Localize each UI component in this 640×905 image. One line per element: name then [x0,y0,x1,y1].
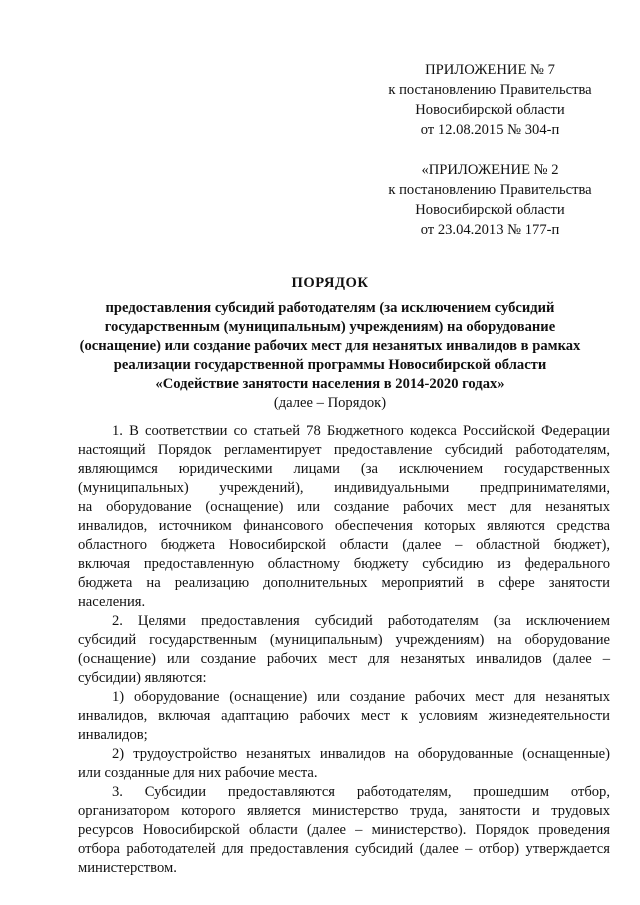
text-line: организатором которого является министерство труда, занятости и трудовых [78,803,610,819]
appendix-line: Новосибирской области [415,202,565,218]
text-line: 2) трудоустройство незанятых инвалидов на оборудованные (оснащенные) [112,746,610,762]
appendix-2-header [385,160,595,240]
paragraph-2-item-1 [78,688,610,745]
text-line: бюджета на реализацию дополнительных мероприятий в сфере занятости [78,575,610,591]
text-line: 1. В соответствии со статьей 78 Бюджетного кодекса Российской Федерации [112,423,610,439]
document-subtitle-line: (оснащение) или создание рабочих мест для незанятых инвалидов в рамках [79,338,581,354]
text-line: или созданные для них рабочие места. [78,765,318,781]
document-subtitle-line: «Содействие занятости населения в 2014-2020 годах» [155,376,505,392]
text-line: настоящий Порядок регламентирует предоставление субсидий работодателям, [78,442,610,458]
text-line: ресурсов Новосибирской области (далее – министерство). Порядок проведения [78,822,610,838]
text-line: 3. Субсидии предоставляются работодателям, прошедшим отбор, [112,784,610,800]
appendix-title: ПРИЛОЖЕНИЕ № 7 [425,62,555,78]
text-line: являющимся юридическими лицами (за исключением государственных [78,461,610,477]
document-body [78,422,610,878]
text-line: инвалидов; [78,727,148,743]
text-line: отбора работодателей для предоставления субсидий (далее – отбор) утверждается [78,841,610,857]
appendix-line: к постановлению Правительства [388,82,592,98]
text-line: включая предоставленную областному бюджету субсидию из федерального [78,556,610,572]
text-line: областного бюджета Новосибирской области (далее – областной бюджет), [78,537,610,553]
appendix-line: Новосибирской области [415,102,565,118]
appendix-line: к постановлению Правительства [388,182,592,198]
text-line: субсидий государственным (муниципальным) учреждениям) на оборудование [78,632,610,648]
document-subtitle-line: реализации государственной программы Новосибирской области [113,357,547,373]
appendix-title: «ПРИЛОЖЕНИЕ № 2 [421,162,559,178]
text-line: (муниципальных) учреждений), индивидуальными предпринимателями, [78,480,610,496]
text-line: 2. Целями предоставления субсидий работодателям (за исключением [112,613,610,629]
document-title-block [70,274,590,413]
appendix-date: от 23.04.2013 № 177-п [420,222,560,238]
document-subtitle-line: государственным (муниципальным) учреждениям) на оборудование [104,319,556,335]
text-line: министерством. [78,860,177,876]
text-line: 1) оборудование (оснащение) или создание рабочих мест для незанятых [112,689,610,705]
paragraph-1 [78,422,610,612]
paragraph-3 [78,783,610,878]
text-line: инвалидов, включая адаптацию рабочих мест к условиям жизнедеятельности [78,708,610,724]
paragraph-2-item-2 [78,745,610,783]
text-line: (оснащение) или создание рабочих мест для незанятых инвалидов (далее – [78,651,610,667]
appendix-date: от 12.08.2015 № 304-п [420,122,560,138]
document-heading: ПОРЯДОК [291,275,369,291]
text-line: инвалидов, источником финансового обеспечения которых являются средства [78,518,610,534]
document-subtitle-note: (далее – Порядок) [273,395,387,411]
appendix-7-header [385,60,595,140]
text-line: субсидии) являются: [78,670,207,686]
paragraph-2 [78,612,610,688]
document-subtitle-line: предоставления субсидий работодателям (за исключением субсидий [105,300,555,316]
text-line: населения. [78,594,146,610]
text-line: на оборудование (оснащение) или создание рабочих мест для незанятых [78,499,610,515]
